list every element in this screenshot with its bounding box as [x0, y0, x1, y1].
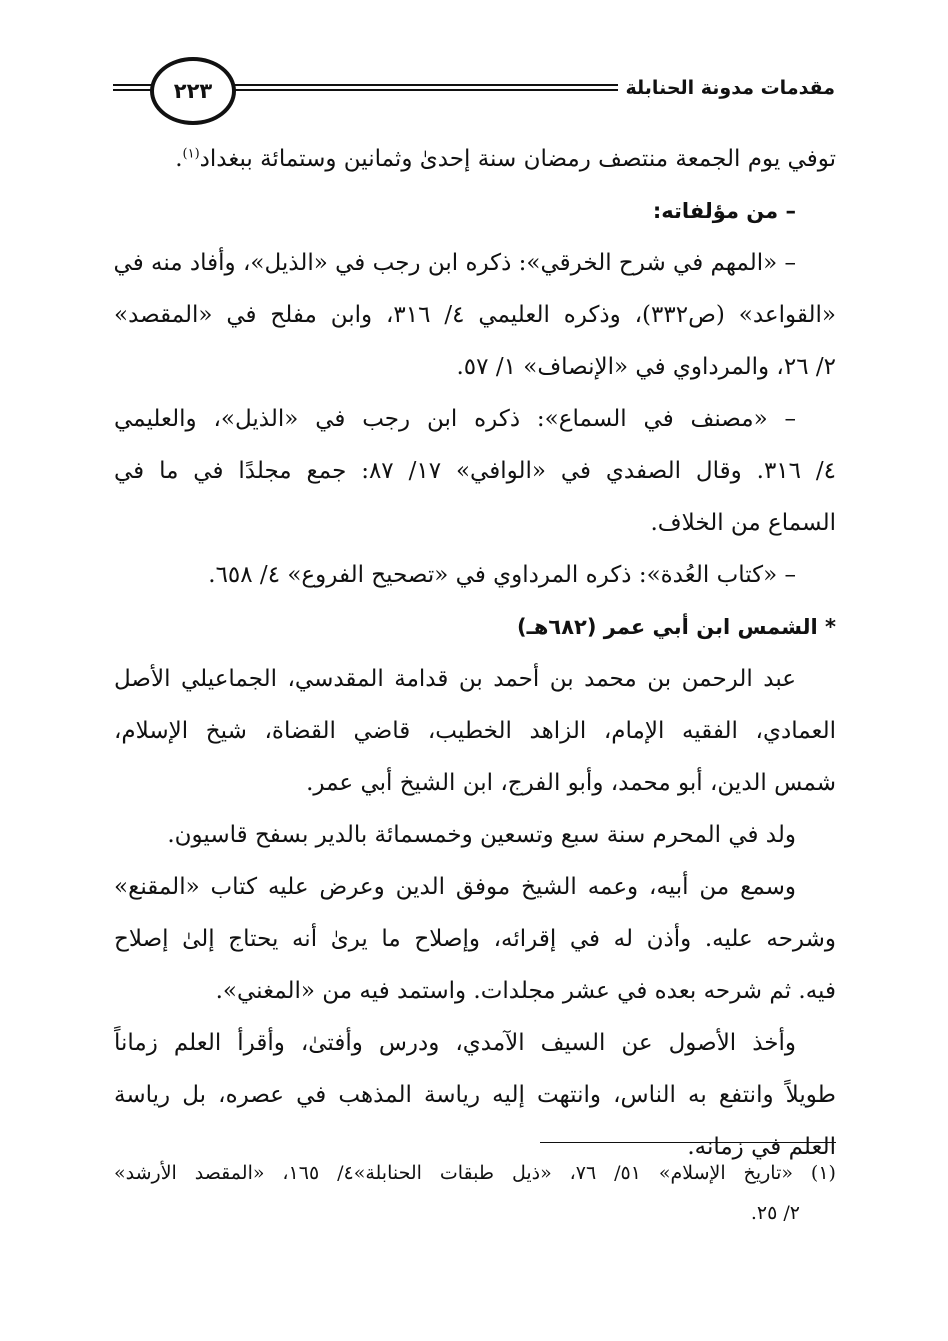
text-line: ٢/ ٢٦، والمرداوي في «الإنصاف» ١/ ٥٧.: [456, 354, 836, 380]
footnote-marker: (١): [182, 146, 200, 162]
text-line: – «كتاب العُدة»: ذكره المرداوي في «تصحيح الفروع» ٤/ ٦٥٨.: [208, 562, 796, 588]
text-line: عبد الرحمن بن محمد بن أحمد بن قدامة المقدسي، الجماعيلي الأصل: [114, 666, 796, 692]
text-line: – «مصنف في السماع»: ذكره ابن رجب في «الذيل»، والعليمي: [114, 406, 796, 432]
text-line: ولد في المحرم سنة سبع وتسعين وخمسمائة بالدير بسفح قاسيون.: [167, 822, 796, 848]
header-rule-left-bottom: [113, 89, 153, 91]
text-line: طويلاً وانتفع به الناس، وانتهت إليه رياسة المذهب في عصره، بل رياسة: [114, 1082, 836, 1108]
text-line: وأخذ الأصول عن السيف الآمدي، ودرس وأفتىٰ، وأقرأ العلم زماناً: [114, 1030, 796, 1056]
text-line: السماع من الخلاف.: [650, 510, 836, 536]
text-line: ٤/ ٣١٦. وقال الصفدي في «الوافي» ١٧/ ٨٧: جمع مجلدًا في ما في: [114, 458, 837, 484]
section-label: – من مؤلفاته:: [652, 199, 796, 223]
main-text: [114, 133, 836, 1173]
running-title: مقدمات مدونة الحنابلة: [618, 75, 835, 101]
footnote-line: (١) «تاريخ الإسلام» ٥١/ ٧٦، «ذيل طبقات الحنابلة»٤/ ١٦٥، «المقصد الأرشد»: [114, 1162, 836, 1184]
text-line: «القواعد» (ص٣٣٢)، وذكره العليمي ٤/ ٣١٦، وابن مفلح في «المقصد»: [114, 302, 836, 328]
header-rule-left-top: [113, 84, 153, 86]
text-line: العمادي، الفقيه الإمام، الزاهد الخطيب، قاضي القضاة، شيخ الإسلام،: [114, 718, 836, 744]
text-line: شمس الدين، أبو محمد، وأبو الفرج، ابن الشيخ أبي عمر.: [306, 770, 836, 796]
section-heading: * الشمس ابن أبي عمر (٦٨٢هـ): [517, 615, 836, 639]
text-line: – «المهم في شرح الخرقي»: ذكره ابن رجب في «الذيل»، وأفاد منه في: [113, 250, 796, 276]
text-line: العلم في زمانه.: [687, 1134, 836, 1160]
text-line: وشرحه عليه. وأذن له في إقرائه، وإصلاح ما يرىٰ أنه يحتاج إلىٰ إصلاح: [114, 926, 836, 952]
text-line: فيه. ثم شرحه بعده في عشر مجلدات. واستمد فيه من «المغني».: [215, 978, 836, 1004]
footnote-line: ٢/ ٢٥.: [750, 1202, 800, 1224]
text-line: وسمع من أبيه، وعمه الشيخ موفق الدين وعرض عليه كتاب «المقنع»: [114, 874, 796, 900]
page-number: ٢٢٣: [150, 57, 236, 125]
text-line: توفي يوم الجمعة منتصف رمضان سنة إحدىٰ وثمانين وستمائة ببغداد$^{(١)}$.: [175, 146, 836, 172]
footnote-separator: [540, 1142, 836, 1143]
page-header: [113, 55, 835, 125]
footnotes: [114, 1153, 836, 1233]
